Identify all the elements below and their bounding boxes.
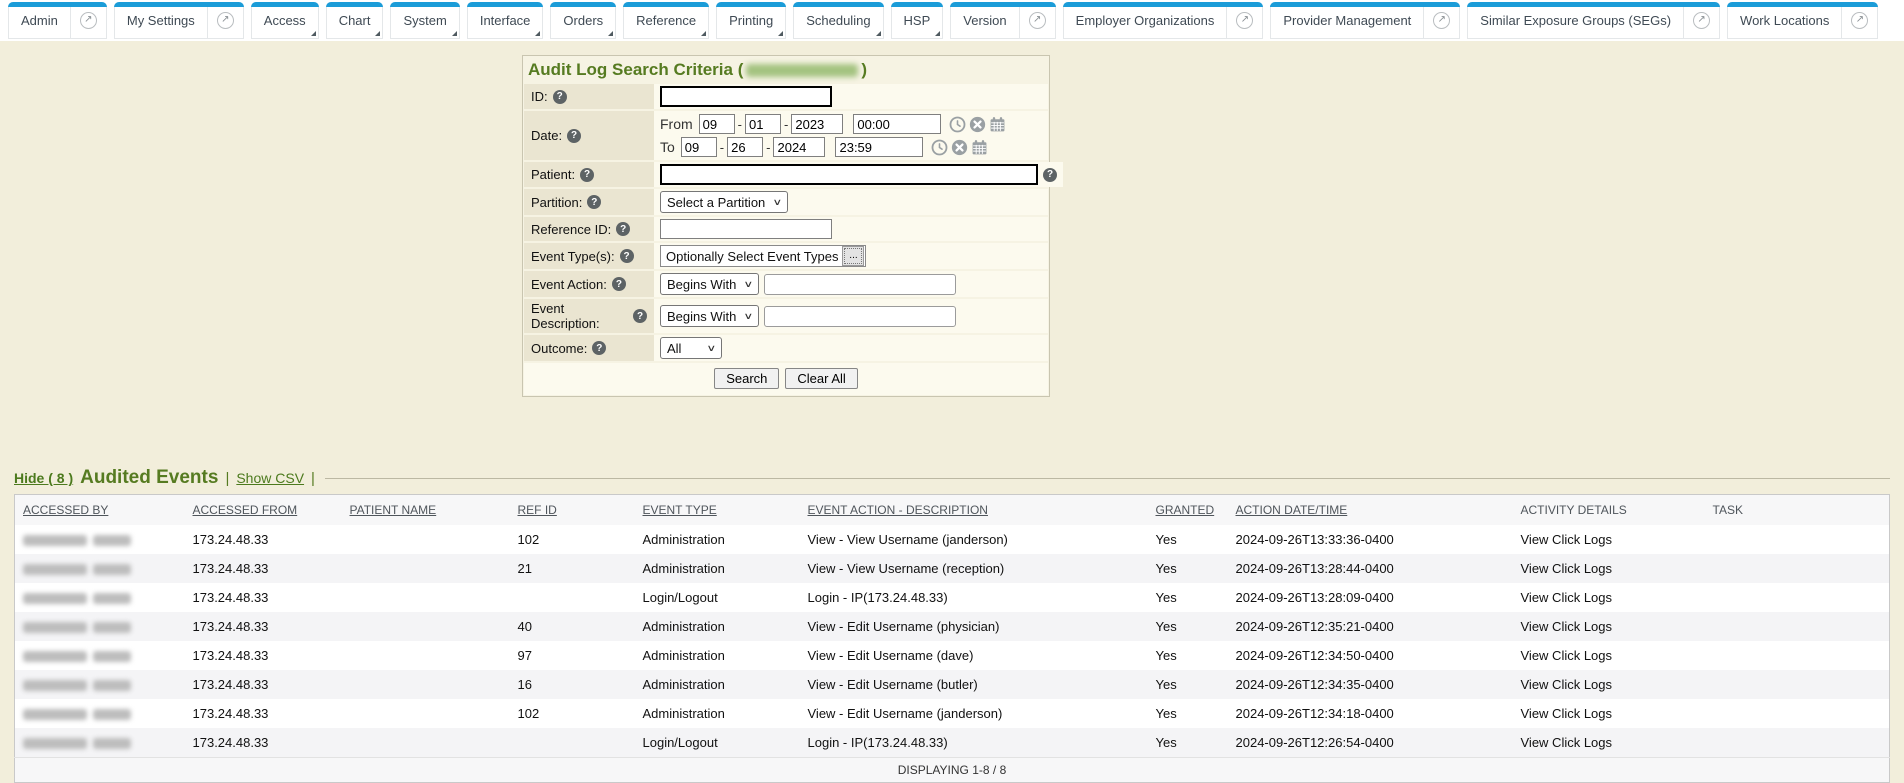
event-type-cell: Administration xyxy=(642,648,725,663)
accessed-by-cell xyxy=(15,641,185,670)
event-description-input[interactable] xyxy=(764,306,956,327)
top-navigation-bar xyxy=(0,0,1904,41)
patient-name-cell xyxy=(342,583,510,612)
column-header-label: EVENT TYPE xyxy=(642,503,717,517)
column-header-label: ACCESSED BY xyxy=(23,503,109,517)
event-type-cell: Administration xyxy=(642,619,725,634)
date-separator: - xyxy=(766,139,771,155)
hide-results-link[interactable]: Hide ( 8 ) xyxy=(14,470,74,486)
view-click-logs-link[interactable]: View Click Logs xyxy=(1520,735,1613,750)
granted-cell: Yes xyxy=(1155,706,1177,721)
column-header-event-type[interactable] xyxy=(635,495,800,526)
audited-events-section xyxy=(14,467,1890,783)
granted-cell: Yes xyxy=(1155,648,1177,663)
date-separator: - xyxy=(737,116,743,132)
nav-tab-label: Version xyxy=(963,12,1007,28)
nav-tab-interface[interactable] xyxy=(467,2,544,39)
table-header-row xyxy=(15,495,1890,526)
column-header-task xyxy=(1705,495,1890,526)
column-header-label: ACTION DATE/TIME xyxy=(1235,503,1348,517)
column-header-label: TASK xyxy=(1712,503,1743,517)
nav-tab-label: Work Locations xyxy=(1740,12,1830,28)
external-link-icon: ↗ xyxy=(1029,12,1046,29)
redacted-name xyxy=(23,738,131,749)
accessed-from-cell: 173.24.48.33 xyxy=(192,677,269,692)
action-datetime-cell: 2024-09-26T12:26:54-0400 xyxy=(1235,735,1394,750)
event-action-cell: View - Edit Username (dave) xyxy=(807,648,974,663)
from-label: From xyxy=(660,116,693,132)
nav-tab-label: Similar Exposure Groups (SEGs) xyxy=(1480,12,1672,28)
nav-tab-system[interactable] xyxy=(390,2,459,39)
redacted-name xyxy=(23,622,131,633)
view-click-logs-link[interactable]: View Click Logs xyxy=(1520,590,1613,605)
external-link-icon: ↗ xyxy=(1851,12,1868,29)
nav-tab-similar-exposure-groups-segs[interactable] xyxy=(1467,2,1720,39)
redacted-name xyxy=(23,709,131,720)
panel-title-prefix: Audit Log Search Criteria ( xyxy=(528,60,744,79)
event-description-match-value: Begins With xyxy=(667,308,737,324)
redacted-user-name xyxy=(746,64,858,77)
action-datetime-cell: 2024-09-26T13:28:44-0400 xyxy=(1235,561,1394,576)
event-action-cell: View - View Username (reception) xyxy=(807,561,1005,576)
redacted-name xyxy=(23,651,131,662)
task-cell xyxy=(1705,699,1890,728)
separator: | xyxy=(311,469,315,487)
column-header-ref-id[interactable] xyxy=(510,495,635,526)
patient-name-cell xyxy=(342,641,510,670)
ref-id-cell xyxy=(510,728,635,758)
help-icon[interactable]: ? xyxy=(620,249,634,263)
nav-tab-label: Interface xyxy=(479,12,531,28)
open-in-new-window-button[interactable] xyxy=(1423,2,1459,38)
event-description-row xyxy=(524,299,1048,333)
open-in-new-window-button[interactable] xyxy=(1019,2,1055,38)
reference-id-row xyxy=(524,217,1048,241)
clock-icon[interactable] xyxy=(931,139,948,156)
nav-tab-label: Chart xyxy=(338,12,371,28)
ref-id-cell: 16 xyxy=(517,677,532,692)
to-year-input[interactable] xyxy=(773,137,825,157)
view-click-logs-link[interactable]: View Click Logs xyxy=(1520,532,1613,547)
table-row xyxy=(15,525,1890,554)
external-link-icon: ↗ xyxy=(1693,12,1710,29)
calendar-icon[interactable] xyxy=(989,116,1006,133)
action-datetime-cell: 2024-09-26T12:35:21-0400 xyxy=(1235,619,1394,634)
accessed-from-cell: 173.24.48.33 xyxy=(192,590,269,605)
accessed-from-cell: 173.24.48.33 xyxy=(192,561,269,576)
outcome-select[interactable] xyxy=(660,337,722,359)
task-cell xyxy=(1705,525,1890,554)
chevron-down-icon: ∨ xyxy=(772,196,783,207)
table-row xyxy=(15,699,1890,728)
accessed-by-cell xyxy=(15,525,185,554)
accessed-from-cell: 173.24.48.33 xyxy=(192,706,269,721)
dropdown-caret-icon xyxy=(452,31,457,36)
nav-tab-label: Printing xyxy=(729,12,774,28)
event-types-box xyxy=(660,245,866,267)
patient-name-cell xyxy=(342,728,510,758)
nav-tab-label: Admin xyxy=(21,12,58,28)
date-row xyxy=(524,111,1048,160)
paging-status: DISPLAYING 1-8 / 8 xyxy=(15,758,1890,783)
action-datetime-cell: 2024-09-26T13:33:36-0400 xyxy=(1235,532,1394,547)
clear-all-button[interactable]: Clear All xyxy=(785,368,857,389)
nav-tab-printing[interactable] xyxy=(716,2,786,39)
column-header-label: ACTIVITY DETAILS xyxy=(1520,503,1627,517)
help-icon[interactable]: ? xyxy=(612,277,626,291)
event-action-label: Event Action: xyxy=(531,276,607,292)
partition-select[interactable] xyxy=(660,191,788,213)
event-type-cell: Administration xyxy=(642,677,725,692)
event-action-input[interactable] xyxy=(764,274,956,295)
column-header-event-action-description[interactable] xyxy=(800,495,1148,526)
column-header-label: REF ID xyxy=(517,503,557,517)
calendar-icon[interactable] xyxy=(971,139,988,156)
nav-tab-access[interactable] xyxy=(251,2,319,39)
help-icon[interactable]: ? xyxy=(616,222,630,236)
dropdown-caret-icon xyxy=(608,31,613,36)
audited-events-table xyxy=(14,494,1890,783)
dropdown-caret-icon xyxy=(701,31,706,36)
dropdown-caret-icon xyxy=(375,31,380,36)
external-link-icon: ↗ xyxy=(1236,12,1253,29)
accessed-from-cell: 173.24.48.33 xyxy=(192,735,269,750)
event-types-label: Event Type(s): xyxy=(531,248,615,264)
granted-cell: Yes xyxy=(1155,590,1177,605)
audited-events-title: Audited Events xyxy=(80,467,219,488)
nav-tab-label: System xyxy=(403,12,447,28)
accessed-by-cell xyxy=(15,728,185,758)
nav-tab-hsp[interactable] xyxy=(891,2,944,39)
nav-tab-reference[interactable] xyxy=(623,2,709,39)
event-types-placeholder: Optionally Select Event Types xyxy=(666,248,839,264)
separator: | xyxy=(225,469,230,487)
clear-date-icon[interactable] xyxy=(951,139,968,156)
task-cell xyxy=(1705,612,1890,641)
ref-id-cell xyxy=(510,583,635,612)
patient-name-cell xyxy=(342,612,510,641)
date-from-line xyxy=(660,114,1006,134)
patient-input[interactable] xyxy=(660,164,1038,185)
column-header-accessed-from[interactable] xyxy=(185,495,342,526)
accessed-by-cell xyxy=(15,699,185,728)
patient-name-cell xyxy=(342,670,510,699)
outcome-label: Outcome: xyxy=(531,340,588,356)
open-in-new-window-button[interactable] xyxy=(1683,2,1719,38)
accessed-by-cell xyxy=(15,670,185,699)
nav-tab-scheduling[interactable] xyxy=(793,2,883,39)
redacted-name xyxy=(23,535,131,546)
clear-date-icon[interactable] xyxy=(969,116,986,133)
nav-tab-chart[interactable] xyxy=(326,2,384,39)
event-types-browse-button[interactable]: ... xyxy=(842,246,864,266)
external-link-icon: ↗ xyxy=(80,12,97,29)
nav-tab-version[interactable] xyxy=(950,2,1055,39)
panel-title xyxy=(524,57,1048,84)
help-icon[interactable]: ? xyxy=(587,195,601,209)
redacted-name xyxy=(23,564,131,575)
outcome-row xyxy=(524,335,1048,361)
show-csv-link[interactable]: Show CSV xyxy=(236,470,305,486)
column-header-action-date-time[interactable] xyxy=(1228,495,1513,526)
event-type-cell: Login/Logout xyxy=(642,590,718,605)
partition-selected-value: Select a Partition xyxy=(667,194,766,210)
clock-icon[interactable] xyxy=(949,116,966,133)
nav-tab-my-settings[interactable] xyxy=(114,2,244,39)
help-icon[interactable]: ? xyxy=(592,341,606,355)
from-month-input[interactable] xyxy=(699,114,735,134)
view-click-logs-link[interactable]: View Click Logs xyxy=(1520,706,1613,721)
from-time-input[interactable] xyxy=(853,114,941,134)
help-icon[interactable]: ? xyxy=(567,129,581,143)
event-type-cell: Administration xyxy=(642,706,725,721)
event-action-cell: Login - IP(173.24.48.33) xyxy=(807,735,948,750)
nav-tab-provider-management[interactable] xyxy=(1270,2,1460,39)
reference-id-input[interactable] xyxy=(660,219,832,239)
table-row xyxy=(15,554,1890,583)
ref-id-cell: 40 xyxy=(517,619,532,634)
accessed-from-cell: 173.24.48.33 xyxy=(192,532,269,547)
results-tbody xyxy=(15,525,1890,758)
search-button[interactable]: Search xyxy=(714,368,779,389)
accessed-from-cell: 173.24.48.33 xyxy=(192,619,269,634)
event-action-cell: View - Edit Username (janderson) xyxy=(807,706,1003,721)
granted-cell: Yes xyxy=(1155,532,1177,547)
nav-tab-label: Reference xyxy=(636,12,697,28)
action-datetime-cell: 2024-09-26T12:34:50-0400 xyxy=(1235,648,1394,663)
event-types-row xyxy=(524,243,1048,269)
help-icon[interactable]: ? xyxy=(580,168,594,182)
event-action-cell: Login - IP(173.24.48.33) xyxy=(807,590,948,605)
to-month-input[interactable] xyxy=(681,137,717,157)
granted-cell: Yes xyxy=(1155,735,1177,750)
from-year-input[interactable] xyxy=(791,114,843,134)
nav-tab-admin[interactable] xyxy=(8,2,107,39)
audited-events-header xyxy=(14,467,1890,489)
ref-id-cell: 21 xyxy=(517,561,532,576)
reference-id-label: Reference ID: xyxy=(531,221,612,237)
redacted-name xyxy=(23,680,131,691)
event-description-match-select[interactable] xyxy=(660,305,759,327)
view-click-logs-link[interactable]: View Click Logs xyxy=(1520,619,1613,634)
open-in-new-window-button[interactable] xyxy=(1841,2,1877,38)
to-time-input[interactable] xyxy=(835,137,923,157)
event-action-cell: View - View Username (janderson) xyxy=(807,532,1008,547)
open-in-new-window-button[interactable] xyxy=(207,2,243,38)
open-in-new-window-button[interactable] xyxy=(70,2,106,38)
nav-tab-work-locations[interactable] xyxy=(1727,2,1878,39)
nav-tab-employer-organizations[interactable] xyxy=(1063,2,1264,39)
table-footer-row xyxy=(15,758,1890,783)
action-datetime-cell: 2024-09-26T13:28:09-0400 xyxy=(1235,590,1394,605)
view-click-logs-link[interactable]: View Click Logs xyxy=(1520,648,1613,663)
open-in-new-window-button[interactable] xyxy=(1226,2,1262,38)
partition-label: Partition: xyxy=(531,194,583,210)
column-header-granted[interactable] xyxy=(1148,495,1228,526)
table-row xyxy=(15,641,1890,670)
patient-help-icon[interactable]: ? xyxy=(1043,168,1057,182)
date-separator: - xyxy=(719,139,725,155)
help-icon[interactable]: ? xyxy=(553,90,567,104)
nav-tab-label: Scheduling xyxy=(806,12,871,28)
granted-cell: Yes xyxy=(1155,561,1177,576)
nav-tab-label: Employer Organizations xyxy=(1075,12,1215,28)
to-label: To xyxy=(660,139,675,155)
id-input[interactable] xyxy=(660,86,832,107)
column-header-label: GRANTED xyxy=(1155,503,1215,517)
nav-tab-label: Orders xyxy=(563,12,604,28)
table-row xyxy=(15,670,1890,699)
external-link-icon: ↗ xyxy=(1433,12,1450,29)
column-header-accessed-by[interactable] xyxy=(15,495,185,526)
dropdown-caret-icon xyxy=(311,31,316,36)
chevron-down-icon: ∨ xyxy=(706,342,717,353)
event-type-cell: Login/Logout xyxy=(642,735,718,750)
table-row xyxy=(15,583,1890,612)
dropdown-caret-icon xyxy=(778,31,783,36)
task-cell xyxy=(1705,583,1890,612)
accessed-by-cell xyxy=(15,583,185,612)
granted-cell: Yes xyxy=(1155,677,1177,692)
view-click-logs-link[interactable]: View Click Logs xyxy=(1520,561,1613,576)
patient-row xyxy=(524,162,1054,187)
ref-id-cell: 97 xyxy=(517,648,532,663)
event-action-match-select[interactable] xyxy=(660,273,759,295)
redacted-name xyxy=(23,593,131,604)
chevron-down-icon: ∨ xyxy=(743,278,754,289)
date-label: Date: xyxy=(531,128,563,143)
accessed-by-cell xyxy=(15,554,185,583)
from-day-input[interactable] xyxy=(745,114,781,134)
dropdown-caret-icon xyxy=(535,31,540,36)
date-to-line xyxy=(660,137,988,157)
task-cell xyxy=(1705,641,1890,670)
partition-row xyxy=(524,189,1048,215)
form-buttons-row xyxy=(524,363,1048,395)
column-header-label: ACCESSED FROM xyxy=(192,503,298,517)
action-datetime-cell: 2024-09-26T12:34:18-0400 xyxy=(1235,706,1394,721)
accessed-by-cell xyxy=(15,612,185,641)
chevron-down-icon: ∨ xyxy=(743,310,754,321)
column-header-patient-name[interactable] xyxy=(342,495,510,526)
task-cell xyxy=(1705,670,1890,699)
table-row xyxy=(15,728,1890,758)
view-click-logs-link[interactable]: View Click Logs xyxy=(1520,677,1613,692)
table-row xyxy=(15,612,1890,641)
accessed-from-cell: 173.24.48.33 xyxy=(192,648,269,663)
event-action-cell: View - Edit Username (physician) xyxy=(807,619,1000,634)
nav-tab-orders[interactable] xyxy=(550,2,616,39)
nav-tab-label: Provider Management xyxy=(1283,12,1412,28)
audit-search-panel xyxy=(522,55,1054,397)
ref-id-cell: 102 xyxy=(517,706,540,721)
granted-cell: Yes xyxy=(1155,619,1177,634)
nav-tab-label: My Settings xyxy=(126,12,195,28)
outcome-selected-value: All xyxy=(667,340,682,356)
event-type-cell: Administration xyxy=(642,532,725,547)
nav-tab-label: Access xyxy=(263,12,306,28)
panel-title-suffix: ) xyxy=(861,60,868,79)
action-datetime-cell: 2024-09-26T12:34:35-0400 xyxy=(1235,677,1394,692)
dropdown-caret-icon xyxy=(876,31,881,36)
event-action-match-value: Begins With xyxy=(667,276,737,292)
column-header-label: EVENT ACTION - DESCRIPTION xyxy=(807,503,988,517)
nav-tab-label: HSP xyxy=(903,12,931,28)
id-row xyxy=(524,84,1048,109)
event-description-label: Event Description: xyxy=(531,301,600,331)
header-rule xyxy=(325,478,1890,479)
column-header-label: PATIENT NAME xyxy=(349,503,437,517)
patient-name-cell xyxy=(342,699,510,728)
ref-id-cell: 102 xyxy=(517,532,540,547)
patient-name-cell xyxy=(342,554,510,583)
date-separator: - xyxy=(784,116,789,132)
id-label: ID: xyxy=(531,89,548,104)
patient-label: Patient: xyxy=(531,167,576,182)
help-icon[interactable]: ? xyxy=(633,309,647,323)
external-link-icon: ↗ xyxy=(217,12,234,29)
event-action-cell: View - Edit Username (butler) xyxy=(807,677,978,692)
column-header-activity-details xyxy=(1513,495,1705,526)
to-day-input[interactable] xyxy=(727,137,763,157)
task-cell xyxy=(1705,728,1890,758)
dropdown-caret-icon xyxy=(935,31,940,36)
event-type-cell: Administration xyxy=(642,561,725,576)
task-cell xyxy=(1705,554,1890,583)
patient-name-cell xyxy=(342,525,510,554)
event-action-row xyxy=(524,271,1048,297)
